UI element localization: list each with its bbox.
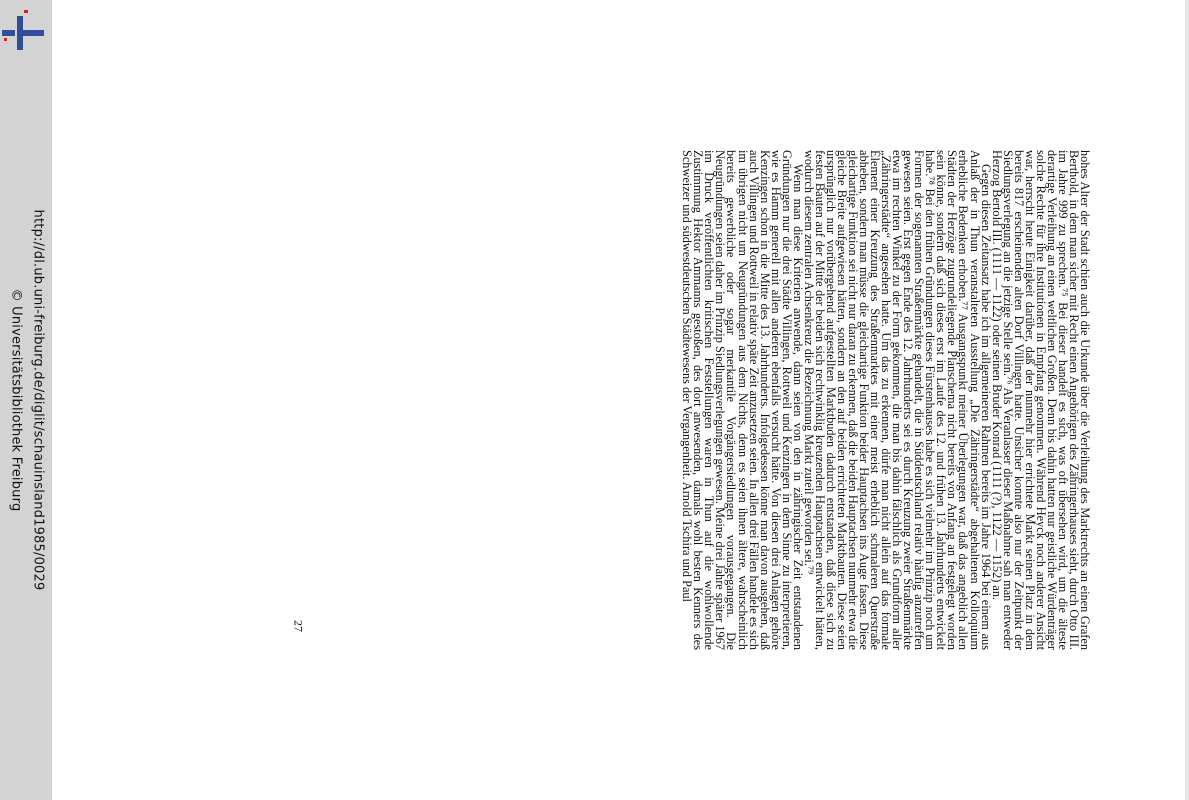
page-text-block (470, 150, 1090, 650)
scanned-page (52, 0, 1185, 800)
scroll-edge (1185, 0, 1189, 800)
paragraph-2: Gegen diesen Zeitansatz habe ich im allgemeineren Rahmen bereits im Jahre 1964 bei einem aus Anlaß der in Thun veranstalteten Ausstellung „Die Zähringerstädte“ abgehaltenen Kolloquium erhebliche Bedenken erhoben.⁷⁷ Ausgangspunkt meiner Überlegungen war, daß das angeblich allen Städten der Herzöge zugrundeliegende Planschema nicht bereits von Anfang an festgelegt worden sein könne, sondern daß sich dieses erst im Laufe des 12. und frühen 13. Jahrhunderts entwickelt habe.⁷⁸ Bei den frühen Gründungen dieses Fürstenhauses habe es sich vielmehr im Prinzip noch um Formen der sogenannten Straßenmärkte gehandelt, die in Süddeutschland relativ häufig anzutreffen gewesen seien. Erst gegen Ende des 12. Jahrhunderts sei es durch Kreuzung zweier Straßenmärkte etwa im rechten Winkel zu der Form gekommen, die man bis dahin fälschlich als Grundform aller „Zähringerstädte“ angesehen hatte. Um das zu erkennen, dürfe man nicht allein auf das formale Element einer Kreuzung des Straßenmarktes mit einer meist erheblich schmaleren Querstraße abheben, sondern man müsse die gleichartige Funktion beider Hauptachsen ins Auge fassen. Diese gleichartige Funktion sei nicht nur daran zu erkennen, daß die beiden Hauptachsen nunmehr etwa die gleiche Breite aufgewiesen hätten, sondern an den auf beiden errichteten Marktbauten. Diese seien ursprünglich nur vorübergehend aufgestellten Marktbuden dadurch entstanden, daß diese sich zu festen Bauten auf der Mitte der beiden sich rechtwinklig kreuzenden Hauptachsen entwickelt hätten, wodurch diesem zentralen Achsenkreuz die Bezeichnung Markt zuteil geworden sei.⁷⁹ (801, 150, 993, 650)
sidebar (0, 0, 52, 800)
copyright-notice: © Universitätsbibliothek Freiburg (8, 288, 24, 512)
paragraph-1: hohes Alter der Stadt schien auch die Urkunde über die Verleihung des Marktrechts an einen Grafen Berthold, in dem man sicher mit Recht einen Angehörigen des Zähringerhauses sieht, durch Otto III. im Jahre 999 zu sprechen.⁷⁵ Bei dieser handelt es sich, was oft übersehen wird, um die älteste derartige Verleihung an einen weltlichen Großen. Denn bis dahin hatten nur geistliche Würdenträger solche Rechte für ihre Institutionen in Empfang genommen. Während Heyck noch anderer Ansicht war, herrscht heute Einigkeit darüber, daß der nunmehr hier errichtete Markt seinen Platz in dem bereits 817 erscheinenden alten Dorf Villingen hatte. Unsicher konnte also nur der Zeitpunkt der Siedlungsverlegung an die jetzige Stelle sein.⁷⁶ Als Veranlasser dieser Maßnahme sah man entweder Herzog Bertold III. (1111 — 1122) oder seinen Bruder Konrad (1111 (?), 1122 — 1152) an. (989, 150, 1092, 650)
ub-freiburg-logo-icon (2, 10, 44, 50)
page-number: 27 (291, 620, 306, 632)
paragraph-3: Wenn man diese Kriterien anwende, dann seien von den in zähringischer Zeit entstandenen Gründungen nur die drei Städte Villingen, Rottweil und Kenzingen in dem Sinne zu interpretieren, wie es Hamm generell mit allen anderen ebenfalls versucht hätte. Von diesen drei Anlagen gehöre Kenzingen schon in die Mitte des 13. Jahrhunderts. Infolgedessen könne man davon ausgehen, daß auch Villingen und Rottweil in relativ späte Zeit anzusetzen seien. In allen drei Fällen handele es sich im übrigen nicht um Neugründungen aus dem Nichts, denn es seien ihnen ältere, wahrscheinlich bereits gewerbliche oder sogar merkantile Vorgängersiedlungen vorausgegangen. Die Neugründungen seien daher im Prinzip Siedlungsverlegungen gewesen. Meine drei Jahre später 1967 im Druck veröffentlichten kritischen Feststellungen waren in Thun auf die wohlwollende Zustimmung Hektor Ammanns gestoßen, des dort anwesenden, damals wohl besten Kenners des Schweizer und südwestdeutschen Städtewesens der Vergangenheit. Arnold Tschira und Paul (680, 150, 805, 650)
source-url[interactable]: http://dl.ub.uni-freiburg.de/diglit/schauinsland1985/0029 (30, 209, 46, 591)
